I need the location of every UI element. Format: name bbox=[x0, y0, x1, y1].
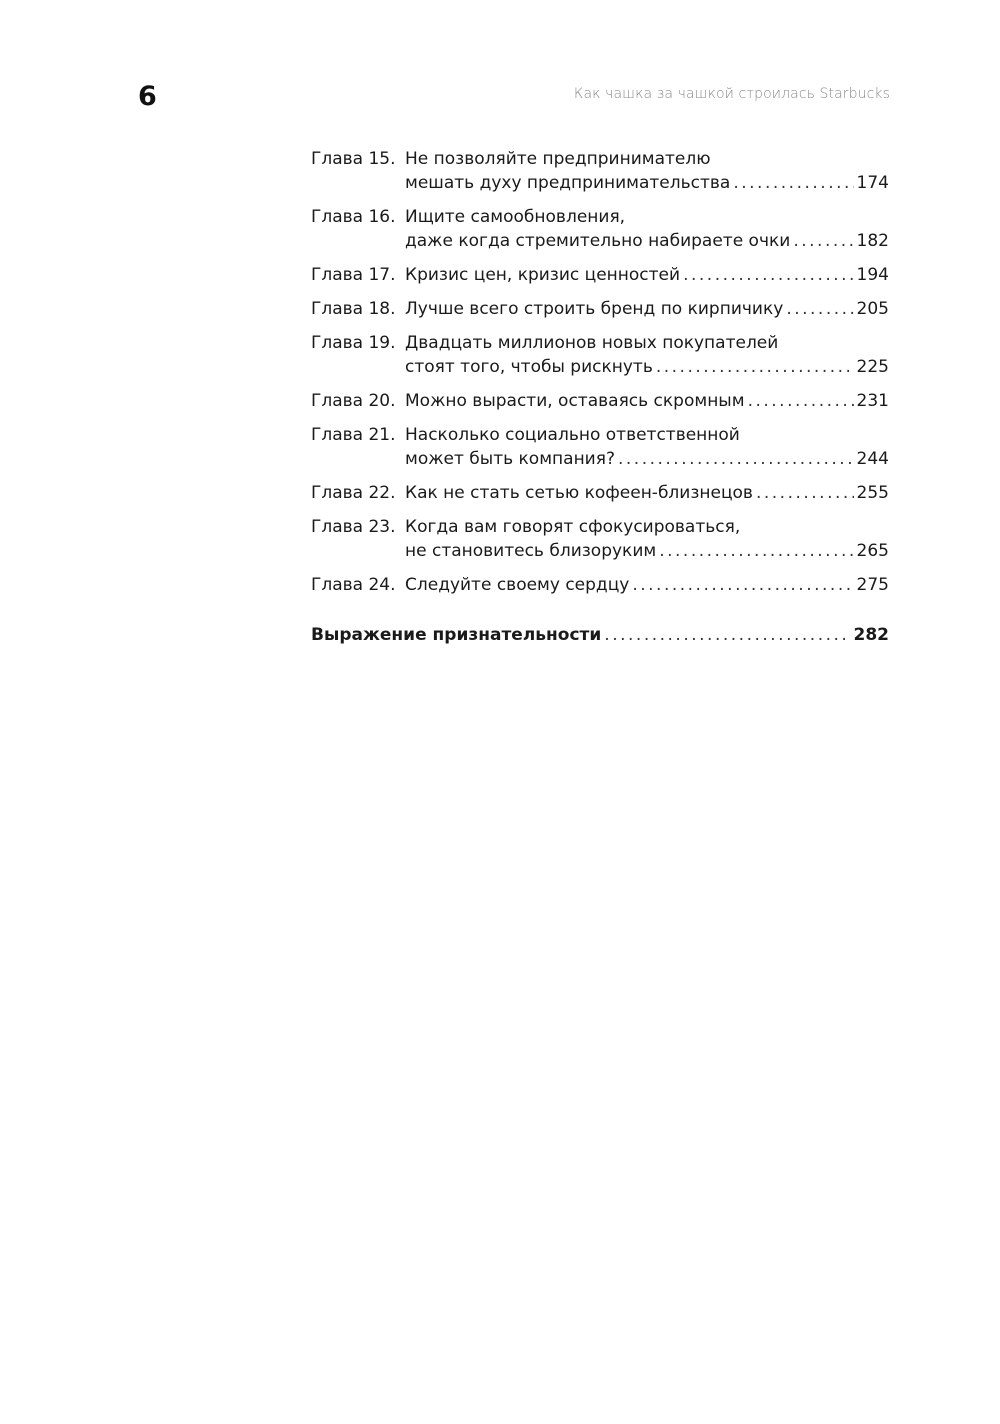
chapter-label: Глава 19. bbox=[311, 333, 396, 353]
dot-leader bbox=[786, 297, 853, 321]
chapter-title-line: Двадцать миллионов новых покупателей bbox=[405, 333, 779, 353]
dot-leader bbox=[683, 263, 853, 287]
chapter-label: Глава 20. bbox=[311, 391, 396, 411]
dot-leader bbox=[733, 171, 853, 195]
page-ref: 182 bbox=[856, 231, 889, 251]
page-number: 6 bbox=[138, 81, 157, 112]
toc-entry[interactable] bbox=[311, 481, 889, 505]
page-ref: 275 bbox=[856, 575, 889, 595]
dot-leader bbox=[632, 573, 853, 597]
toc-entry[interactable] bbox=[311, 423, 889, 471]
page-ref: 231 bbox=[856, 391, 889, 411]
chapter-label: Глава 24. bbox=[311, 575, 396, 595]
toc-entry[interactable] bbox=[311, 297, 889, 321]
chapter-label: Глава 16. bbox=[311, 207, 396, 227]
dot-leader bbox=[748, 389, 854, 413]
chapter-label: Глава 17. bbox=[311, 265, 396, 285]
chapter-title-line: Ищите самообновления, bbox=[405, 207, 626, 227]
toc-entry-acknowledgements[interactable] bbox=[311, 623, 889, 647]
chapter-title-line: Насколько социально ответственной bbox=[405, 425, 740, 445]
toc-entry[interactable] bbox=[311, 573, 889, 597]
table-of-contents bbox=[311, 147, 889, 657]
page-ref: 225 bbox=[856, 357, 889, 377]
page-ref: 205 bbox=[856, 299, 889, 319]
page-ref: 174 bbox=[856, 173, 889, 193]
acknowledgements-title: Выражение признательности bbox=[311, 625, 602, 645]
dot-leader bbox=[793, 229, 853, 253]
chapter-label: Глава 18. bbox=[311, 299, 396, 319]
dot-leader bbox=[656, 355, 854, 379]
chapter-title-line: не становитесь близоруким bbox=[405, 541, 657, 561]
chapter-title-line: Не позволяйте предпринимателю bbox=[405, 149, 711, 169]
dot-leader bbox=[756, 481, 854, 505]
running-header: Как чашка за чашкой строилась Starbucks bbox=[573, 86, 890, 102]
toc-entry[interactable] bbox=[311, 147, 889, 195]
chapter-title-line: может быть компания? bbox=[405, 449, 615, 469]
toc-entry[interactable] bbox=[311, 389, 889, 413]
page-ref: 255 bbox=[856, 483, 889, 503]
chapter-label: Глава 15. bbox=[311, 149, 396, 169]
chapter-title-line: Можно вырасти, оставаясь скромным bbox=[405, 391, 745, 411]
page-ref: 194 bbox=[856, 265, 889, 285]
page-ref: 282 bbox=[853, 625, 889, 645]
toc-entry[interactable] bbox=[311, 263, 889, 287]
chapter-title-line: Кризис цен, кризис ценностей bbox=[405, 265, 681, 285]
chapter-label: Глава 22. bbox=[311, 483, 396, 503]
toc-entry[interactable] bbox=[311, 515, 889, 563]
chapter-label: Глава 21. bbox=[311, 425, 396, 445]
page-ref: 265 bbox=[856, 541, 889, 561]
chapter-title-line: Лучше всего строить бренд по кирпичику bbox=[405, 299, 784, 319]
chapter-title-line: Следуйте своему сердцу bbox=[405, 575, 630, 595]
chapter-label: Глава 23. bbox=[311, 517, 396, 537]
chapter-title-line: Когда вам говорят сфокусироваться, bbox=[405, 517, 741, 537]
page-ref: 244 bbox=[856, 449, 889, 469]
dot-leader bbox=[659, 539, 853, 563]
dot-leader bbox=[618, 447, 854, 471]
chapter-title-line: мешать духу предпринимательства bbox=[405, 173, 731, 193]
dot-leader bbox=[604, 623, 850, 647]
toc-entry[interactable] bbox=[311, 205, 889, 253]
chapter-title-line: Как не стать сетью кофеен-близнецов bbox=[405, 483, 753, 503]
chapter-title-line: стоят того, чтобы рискнуть bbox=[405, 357, 653, 377]
chapter-title-line: даже когда стремительно набираете очки bbox=[405, 231, 791, 251]
toc-entry[interactable] bbox=[311, 331, 889, 379]
